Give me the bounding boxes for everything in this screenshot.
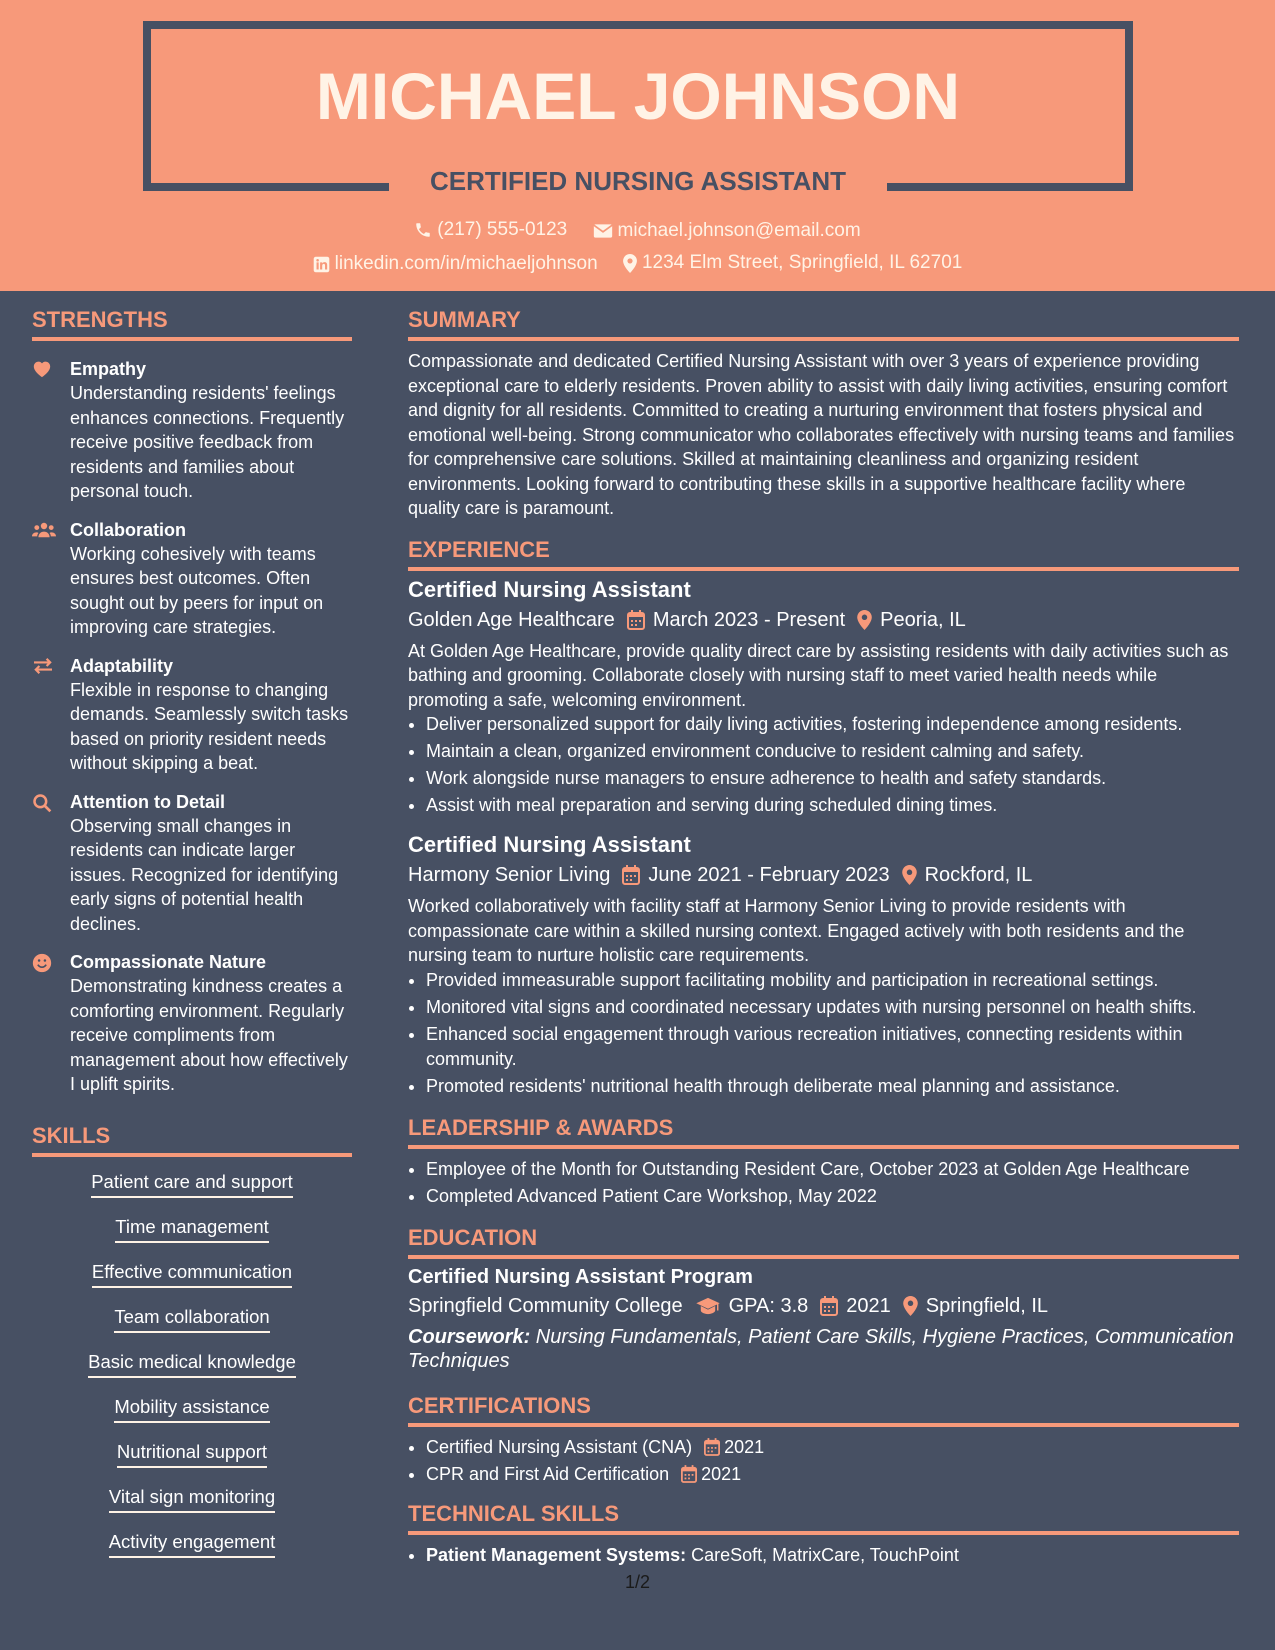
job-company: Golden Age Healthcare	[408, 608, 615, 631]
certifications-list	[408, 1435, 1239, 1487]
coursework-label: Coursework:	[408, 1325, 531, 1348]
education-gpa: GPA: 3.8	[728, 1294, 809, 1317]
job-dates: March 2023 - Present	[652, 608, 846, 631]
job-description: At Golden Age Healthcare, provide quality direct care by assisting residents with daily activities such as bathing and grooming. Collaborate closely with nursing staff to meet varied health needs while promoting a safe, welcoming environment.	[408, 640, 1229, 710]
skill-item: Patient care and support	[91, 1171, 293, 1198]
education-year: 2021	[846, 1294, 891, 1317]
strength-item	[32, 654, 352, 776]
technical-skills-heading: TECHNICAL SKILLS	[408, 1501, 1239, 1535]
smile-icon	[32, 953, 52, 973]
arrows-icon	[32, 657, 54, 675]
right-column	[408, 291, 1239, 1570]
job-bullet: • Deliver personalized support for daily living activities, fostering independence among residents.	[426, 712, 1239, 737]
certifications-heading: CERTIFICATIONS	[408, 1393, 1239, 1427]
calendar-icon	[622, 865, 640, 885]
education-school: Springfield Community College	[408, 1294, 683, 1317]
strength-desc: Working cohesively with teams ensures best outcomes. Often sought out by peers for input on improving care strategies.	[70, 543, 324, 637]
education-location: Springfield, IL	[925, 1294, 1049, 1317]
certification-year: 2021	[701, 1463, 742, 1484]
strength-desc: Demonstrating kindness creates a comforting environment. Regularly receive compliments from management about how effectively I uplift spirits.	[70, 976, 348, 1094]
phone-text: (217) 555-0123	[437, 219, 568, 240]
leadership-heading: LEADERSHIP & AWARDS	[408, 1115, 1239, 1149]
strength-item	[32, 790, 352, 937]
job-entry	[408, 830, 1239, 1099]
linkedin-contact[interactable]	[313, 253, 598, 275]
education-meta	[408, 1291, 1239, 1321]
map-pin-icon	[902, 865, 917, 885]
graduation-cap-icon	[695, 1297, 721, 1315]
job-bullet: • Provided immeasurable support facilitating mobility and participation in recreational settings.	[426, 968, 1239, 993]
skill-item: Effective communication	[92, 1261, 292, 1288]
job-dates: June 2021 - February 2023	[648, 864, 890, 886]
job-description: Worked collaboratively with facility staff at Harmony Senior Living to provide residents with compassionate care within a skilled nursing context. Engaged actively with both residents and the nursing team to nurture holistic care requirements.	[408, 896, 1185, 965]
strengths-heading: STRENGTHS	[32, 307, 352, 341]
technical-skill-value: CareSoft, MatrixCare, TouchPoint	[686, 1544, 959, 1565]
technical-skill-item	[426, 1543, 1239, 1568]
strength-desc: Understanding residents' feelings enhances connections. Frequently receive positive feedback from residents and families about personal touch.	[70, 383, 345, 501]
leadership-list	[408, 1157, 1239, 1209]
strength-item	[32, 357, 352, 504]
summary-heading: SUMMARY	[408, 307, 1239, 341]
calendar-icon	[820, 1296, 838, 1316]
technical-skills-list	[408, 1543, 1239, 1568]
heart-icon	[32, 360, 52, 378]
summary-text: Compassionate and dedicated Certified Nursing Assistant with over 3 years of experience providing exceptional care to elderly residents. Proven ability to assist with daily living activities, ensuring comfort and dignity for all residents. Committed to creating a nurturing environment that fosters physical and emotional well-being. Strong communicator who collaborates effectively with nursing teams and families for comprehensive care solutions. Skilled at maintaining cleanliness and organizing resident environments. Looking forward to contributing these skills in a supportive healthcare facility where quality care is paramount.	[408, 351, 1235, 518]
job-bullet: • Monitored vital signs and coordinated necessary updates with nursing personnel on health shifts.	[426, 995, 1239, 1020]
job-bullet: • Promoted residents' nutritional health through deliberate meal planning and assistance.	[426, 1074, 1239, 1099]
skill-item: Basic medical knowledge	[88, 1351, 296, 1378]
strength-desc: Observing small changes in residents can indicate larger issues. Recognized for identifying early signs of potential health declines.	[70, 815, 339, 934]
coursework-text: Nursing Fundamentals, Patient Care Skills, Hygiene Practices, Communication Techniques	[408, 1325, 1234, 1372]
certification-name: • Certified Nursing Assistant (CNA)	[426, 1436, 693, 1457]
phone-contact[interactable]	[414, 219, 567, 241]
map-pin-icon	[623, 254, 637, 273]
map-pin-icon	[857, 610, 872, 630]
certification-name: • CPR and First Aid Certification	[426, 1463, 670, 1484]
search-icon	[32, 793, 52, 813]
header	[0, 0, 1275, 291]
job-location: Peoria, IL	[880, 608, 966, 631]
skill-item: Team collaboration	[114, 1306, 269, 1333]
header-frame-right-bar	[887, 183, 1133, 191]
education-program: Certified Nursing Assistant Program	[408, 1265, 753, 1288]
job-bullets	[408, 712, 1239, 818]
job-title: Certified Nursing Assistant	[408, 832, 691, 857]
email-contact[interactable]	[593, 220, 861, 242]
candidate-title: CERTIFIED NURSING ASSISTANT	[429, 166, 846, 196]
linkedin-text: linkedin.com/in/michaeljohnson	[334, 253, 598, 274]
job-meta	[408, 605, 1239, 635]
education-coursework	[408, 1325, 1239, 1373]
strength-item	[32, 518, 352, 640]
strength-name: Empathy	[70, 359, 147, 379]
map-pin-icon	[903, 1296, 918, 1316]
skill-item: Activity engagement	[109, 1531, 276, 1558]
skills-list	[32, 1171, 352, 1576]
job-bullets	[408, 968, 1239, 1099]
contact-row-2	[0, 252, 1275, 279]
strength-name: Attention to Detail	[70, 791, 225, 812]
leadership-item: • Employee of the Month for Outstanding Resident Care, October 2023 at Golden Age Healthcare	[426, 1157, 1239, 1182]
certification-year: 2021	[724, 1436, 765, 1457]
technical-skill-label: Patient Management Systems:	[426, 1544, 687, 1565]
job-meta	[408, 860, 1239, 890]
calendar-icon	[627, 610, 645, 630]
skills-heading: SKILLS	[32, 1123, 352, 1157]
job-location: Rockford, IL	[924, 864, 1033, 886]
job-bullet: • Enhanced social engagement through various recreation initiatives, connecting residents within community.	[426, 1022, 1239, 1072]
strength-name: Adaptability	[70, 655, 174, 676]
calendar-icon	[704, 1438, 720, 1456]
skill-item: Vital sign monitoring	[109, 1486, 275, 1513]
left-column	[32, 291, 352, 1576]
candidate-name: MICHAEL JOHNSON	[315, 59, 961, 133]
strength-item	[32, 950, 352, 1097]
calendar-icon	[681, 1465, 697, 1483]
page-number: 1/2	[624, 1572, 651, 1592]
job-entry	[408, 575, 1239, 819]
strength-name: Collaboration	[70, 519, 186, 540]
contact-row-1	[0, 219, 1275, 245]
job-bullet: • Maintain a clean, organized environment conducive to resident calming and safety.	[426, 739, 1239, 764]
job-bullet: • Work alongside nurse managers to ensure adherence to health and safety standards.	[426, 766, 1239, 791]
education-heading: EDUCATION	[408, 1225, 1239, 1259]
job-title: Certified Nursing Assistant	[408, 576, 691, 602]
address-contact	[623, 252, 962, 274]
linkedin-icon	[313, 256, 330, 273]
certification-item	[426, 1435, 1239, 1460]
address-text: 1234 Elm Street, Springfield, IL 62701	[641, 252, 963, 273]
skill-item: Mobility assistance	[114, 1396, 269, 1423]
envelope-icon	[593, 223, 613, 239]
email-text: michael.johnson@email.com	[617, 220, 861, 241]
skill-item: Nutritional support	[117, 1441, 267, 1468]
header-frame-left-bar	[143, 183, 389, 191]
skill-item: Time management	[115, 1216, 269, 1243]
phone-icon	[414, 221, 432, 239]
people-icon	[32, 521, 56, 539]
certification-item	[426, 1462, 1239, 1487]
leadership-item: • Completed Advanced Patient Care Workshop, May 2022	[426, 1184, 1239, 1209]
strengths-list	[32, 357, 352, 1097]
job-company: Harmony Senior Living	[408, 864, 611, 886]
strength-desc: Flexible in response to changing demands. Seamlessly switch tasks based on priority resident needs without skipping a beat.	[70, 679, 349, 773]
strength-name: Compassionate Nature	[70, 952, 267, 972]
job-bullet: • Assist with meal preparation and serving during scheduled dining times.	[426, 793, 1239, 818]
experience-heading: EXPERIENCE	[408, 537, 1239, 571]
